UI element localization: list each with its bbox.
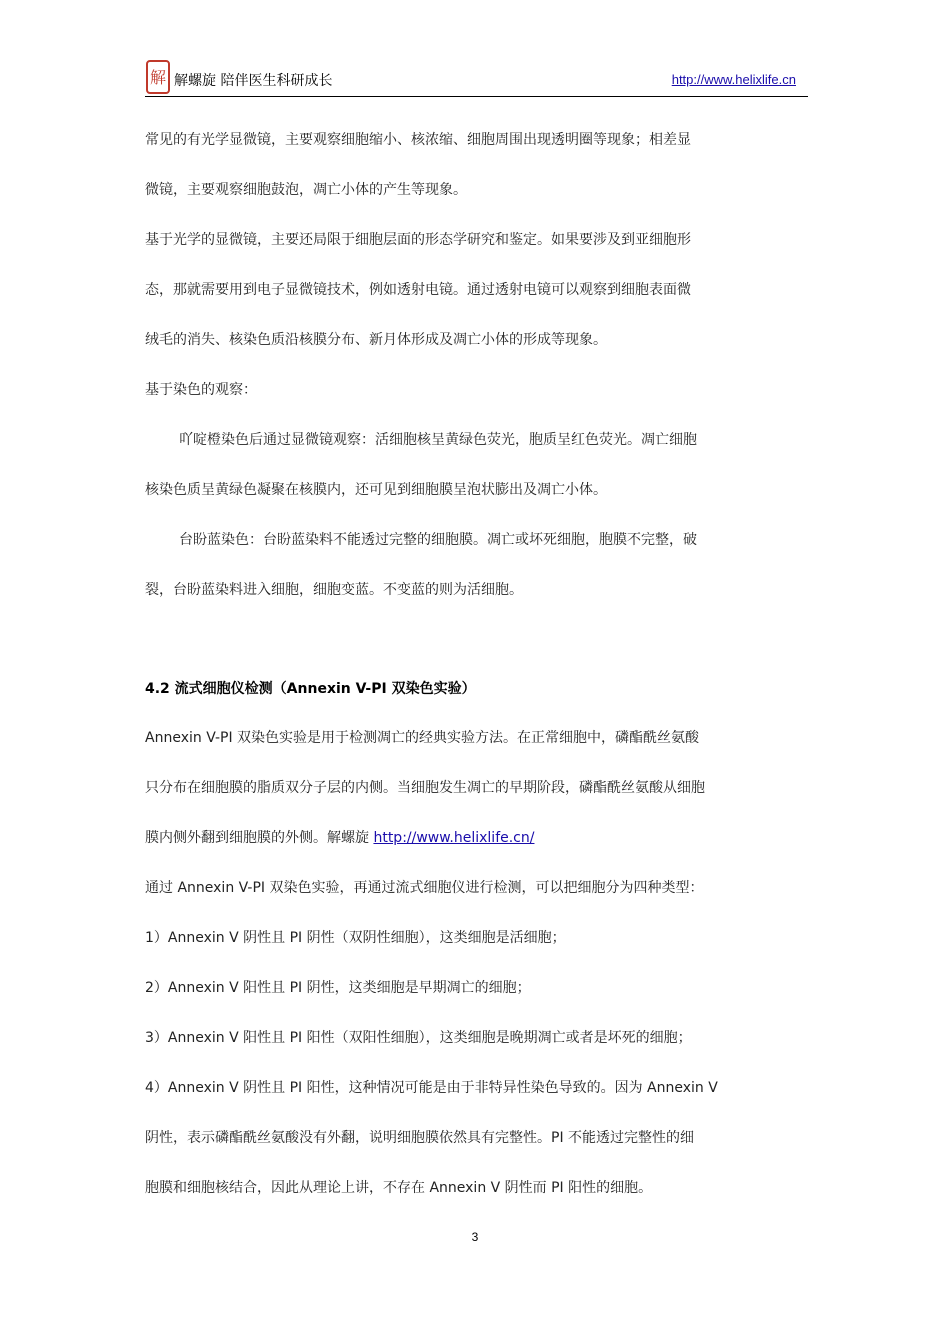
header-url-link[interactable]: http://www.helixlife.cn	[671, 72, 796, 87]
paragraph-line: 基于光学的显微镜，主要还局限于细胞层面的形态学研究和鉴定。如果要涉及到亚细胞形	[145, 232, 691, 248]
paragraph-line: Annexin V-PI 双染色实验是用于检测凋亡的经典实验方法。在正常细胞中，磷酯酰丝氨酸	[145, 730, 700, 746]
section-heading: 4.2 流式细胞仪检测（Annexin V-PI 双染色实验）	[145, 681, 476, 697]
paragraph-line: 绒毛的消失、核染色质沿核膜分布、新月体形成及凋亡小体的形成等现象。	[145, 332, 607, 348]
paragraph-line: 态，那就需要用到电子显微镜技术，例如透射电镜。通过透射电镜可以观察到细胞表面微	[145, 282, 691, 298]
helixlife-link[interactable]: http://www.helixlife.cn/	[373, 830, 535, 846]
paragraph-line: 台盼蓝染色：台盼蓝染料不能透过完整的细胞膜。凋亡或坏死细胞，胞膜不完整，破	[179, 532, 697, 548]
page-header	[145, 58, 808, 97]
paragraph-line	[145, 813, 810, 863]
paragraph-line: 通过 Annexin V-PI 双染色实验，再通过流式细胞仪进行检测，可以把细胞分为四种类型：	[145, 880, 704, 896]
paragraph-line: 胞膜和细胞核结合，因此从理论上讲，不存在 Annexin V 阴性而 PI 阳性的细胞。	[145, 1180, 653, 1196]
list-item: 2）Annexin V 阳性且 PI 阴性，这类细胞是早期凋亡的细胞；	[145, 980, 531, 996]
list-item: 4）Annexin V 阴性且 PI 阳性，这种情况可能是由于非特异性染色导致的。因为 Annexin V	[145, 1080, 718, 1096]
paragraph-line: 阴性，表示磷酯酰丝氨酸没有外翻，说明细胞膜依然具有完整性。PI 不能透过完整性的细	[145, 1130, 695, 1146]
page-number: 3	[471, 1230, 479, 1244]
paragraph-line: 吖啶橙染色后通过显微镜观察：活细胞核呈黄绿色荧光，胞质呈红色荧光。凋亡细胞	[179, 432, 697, 448]
paragraph-line: 裂，台盼蓝染料进入细胞，细胞变蓝。不变蓝的则为活细胞。	[145, 582, 523, 598]
paragraph-line: 常见的有光学显微镜，主要观察细胞缩小、核浓缩、细胞周围出现透明圈等现象；相差显	[145, 132, 691, 148]
list-item: 3）Annexin V 阳性且 PI 阳性（双阳性细胞），这类细胞是晚期凋亡或者是坏死的细胞；	[145, 1030, 692, 1046]
list-item: 1）Annexin V 阴性且 PI 阴性（双阴性细胞），这类细胞是活细胞；	[145, 930, 566, 946]
logo-glyph: 解	[149, 68, 167, 87]
helixlife-logo-icon	[145, 60, 171, 94]
paragraph-line: 核染色质呈黄绿色凝聚在核膜内，还可见到细胞膜呈泡状膨出及凋亡小体。	[145, 482, 607, 498]
brand-tagline: 解螺旋 陪伴医生科研成长	[174, 73, 333, 89]
paragraph-text: 膜内侧外翻到细胞膜的外侧。解螺旋	[145, 830, 374, 846]
paragraph-line: 只分布在细胞膜的脂质双分子层的内侧。当细胞发生凋亡的早期阶段，磷酯酰丝氨酸从细胞	[145, 780, 705, 796]
paragraph-line: 微镜，主要观察细胞鼓泡，凋亡小体的产生等现象。	[145, 182, 467, 198]
paragraph-line: 基于染色的观察：	[145, 382, 257, 398]
